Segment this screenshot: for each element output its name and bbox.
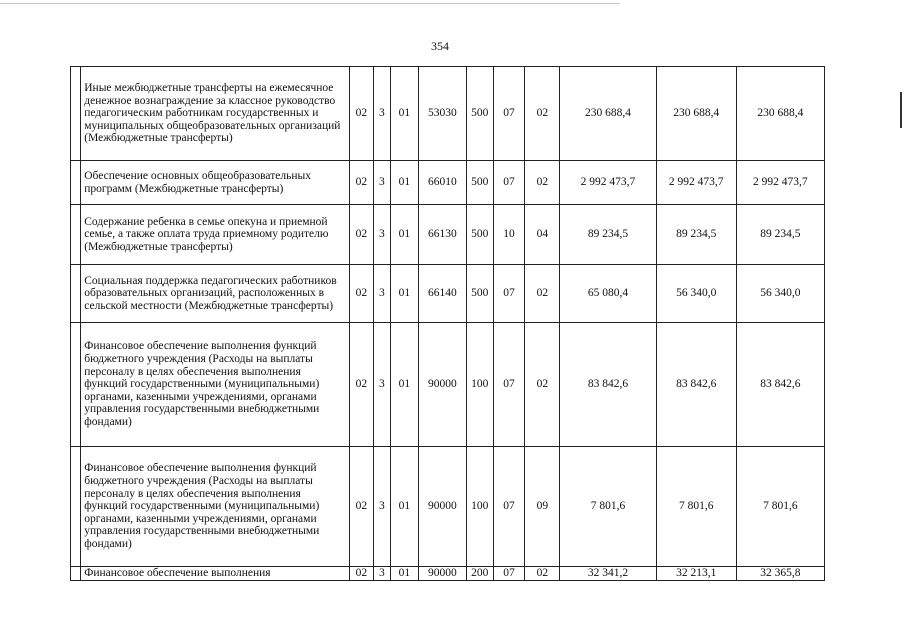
budget-table — [70, 66, 825, 581]
description-cell: Финансовое обеспечение выполнения функций бюджетного учреждения (Расходы на выплаты персоналу в целях обеспечения выполнения функций государственными (муниципальными) органами, казенными учреждениями, органами управления государственными внебюджетными фондами) — [81, 447, 350, 567]
code-cell: 07 — [493, 161, 525, 205]
row-marker-cell — [71, 447, 81, 567]
table-row — [71, 205, 825, 265]
description-cell: Обеспечение основных общеобразовательных программ (Межбюджетные трансферты) — [81, 161, 350, 205]
table-row — [71, 161, 825, 205]
code-cell: 02 — [350, 447, 374, 567]
code-cell: 02 — [525, 67, 560, 161]
amount-cell: 32 341,2 — [560, 567, 656, 581]
code-cell: 02 — [350, 67, 374, 161]
amount-cell: 56 340,0 — [736, 265, 824, 323]
code-cell: 90000 — [418, 447, 466, 567]
code-cell: 66010 — [418, 161, 466, 205]
code-cell: 07 — [493, 567, 525, 581]
code-cell: 3 — [373, 161, 390, 205]
code-cell: 100 — [466, 447, 493, 567]
table-row — [71, 447, 825, 567]
code-cell: 90000 — [418, 323, 466, 447]
description-cell: Финансовое обеспечение выполнения функций бюджетного учреждения (Расходы на выплаты персоналу в целях обеспечения выполнения функций государственными (муниципальными) органами, казенными учреждениями, органами управления государственными внебюджетными фондами) — [81, 323, 350, 447]
code-cell: 02 — [525, 567, 560, 581]
code-cell: 02 — [350, 323, 374, 447]
code-cell: 04 — [525, 205, 560, 265]
code-cell: 3 — [373, 265, 390, 323]
amount-cell: 230 688,4 — [736, 67, 824, 161]
margin-mark — [900, 92, 902, 128]
code-cell: 07 — [493, 265, 525, 323]
code-cell: 02 — [350, 567, 374, 581]
row-marker-cell — [71, 567, 81, 581]
code-cell: 02 — [525, 323, 560, 447]
amount-cell: 230 688,4 — [656, 67, 736, 161]
amount-cell: 83 842,6 — [656, 323, 736, 447]
code-cell: 02 — [350, 205, 374, 265]
code-cell: 500 — [466, 265, 493, 323]
code-cell: 200 — [466, 567, 493, 581]
amount-cell: 2 992 473,7 — [560, 161, 656, 205]
amount-cell: 32 213,1 — [656, 567, 736, 581]
code-cell: 07 — [493, 323, 525, 447]
code-cell: 01 — [391, 67, 419, 161]
code-cell: 02 — [525, 265, 560, 323]
code-cell: 01 — [391, 323, 419, 447]
code-cell: 500 — [466, 161, 493, 205]
code-cell: 66130 — [418, 205, 466, 265]
code-cell: 02 — [350, 265, 374, 323]
amount-cell: 7 801,6 — [560, 447, 656, 567]
row-marker-cell — [71, 265, 81, 323]
code-cell: 01 — [391, 265, 419, 323]
amount-cell: 7 801,6 — [736, 447, 824, 567]
code-cell: 3 — [373, 567, 390, 581]
code-cell: 3 — [373, 323, 390, 447]
code-cell: 09 — [525, 447, 560, 567]
code-cell: 53030 — [418, 67, 466, 161]
code-cell: 3 — [373, 205, 390, 265]
row-marker-cell — [71, 161, 81, 205]
description-cell: Социальная поддержка педагогических работников образовательных организаций, расположенных в сельской местности (Межбюджетные трансферты) — [81, 265, 350, 323]
code-cell: 90000 — [418, 567, 466, 581]
amount-cell: 7 801,6 — [656, 447, 736, 567]
code-cell: 66140 — [418, 265, 466, 323]
code-cell: 01 — [391, 567, 419, 581]
top-scan-rule — [0, 3, 620, 4]
code-cell: 3 — [373, 67, 390, 161]
code-cell: 02 — [350, 161, 374, 205]
page-number: 354 — [431, 39, 449, 53]
code-cell: 500 — [466, 205, 493, 265]
code-cell: 3 — [373, 447, 390, 567]
amount-cell: 83 842,6 — [560, 323, 656, 447]
row-marker-cell — [71, 323, 81, 447]
amount-cell: 83 842,6 — [736, 323, 824, 447]
table-row — [71, 323, 825, 447]
row-marker-cell — [71, 205, 81, 265]
code-cell: 100 — [466, 323, 493, 447]
table-row — [71, 67, 825, 161]
code-cell: 01 — [391, 447, 419, 567]
amount-cell: 89 234,5 — [736, 205, 824, 265]
table-row — [71, 265, 825, 323]
code-cell: 02 — [525, 161, 560, 205]
amount-cell: 89 234,5 — [560, 205, 656, 265]
amount-cell: 56 340,0 — [656, 265, 736, 323]
amount-cell: 2 992 473,7 — [656, 161, 736, 205]
amount-cell: 2 992 473,7 — [736, 161, 824, 205]
description-cell: Иные межбюджетные трансферты на ежемесячное денежное вознаграждение за классное руководство педагогическим работникам государственных и муниципальных общеобразовательных организаций (Межбюджетные трансферты) — [81, 67, 350, 161]
row-marker-cell — [71, 67, 81, 161]
amount-cell: 65 080,4 — [560, 265, 656, 323]
amount-cell: 32 365,8 — [736, 567, 824, 581]
code-cell: 10 — [493, 205, 525, 265]
table-row — [71, 567, 825, 581]
code-cell: 500 — [466, 67, 493, 161]
description-cell: Финансовое обеспечение выполнения — [81, 567, 350, 581]
code-cell: 07 — [493, 67, 525, 161]
code-cell: 01 — [391, 205, 419, 265]
amount-cell: 230 688,4 — [560, 67, 656, 161]
code-cell: 07 — [493, 447, 525, 567]
amount-cell: 89 234,5 — [656, 205, 736, 265]
description-cell: Содержание ребенка в семье опекуна и приемной семье, а также оплата труда приемному родителю (Межбюджетные трансферты) — [81, 205, 350, 265]
code-cell: 01 — [391, 161, 419, 205]
